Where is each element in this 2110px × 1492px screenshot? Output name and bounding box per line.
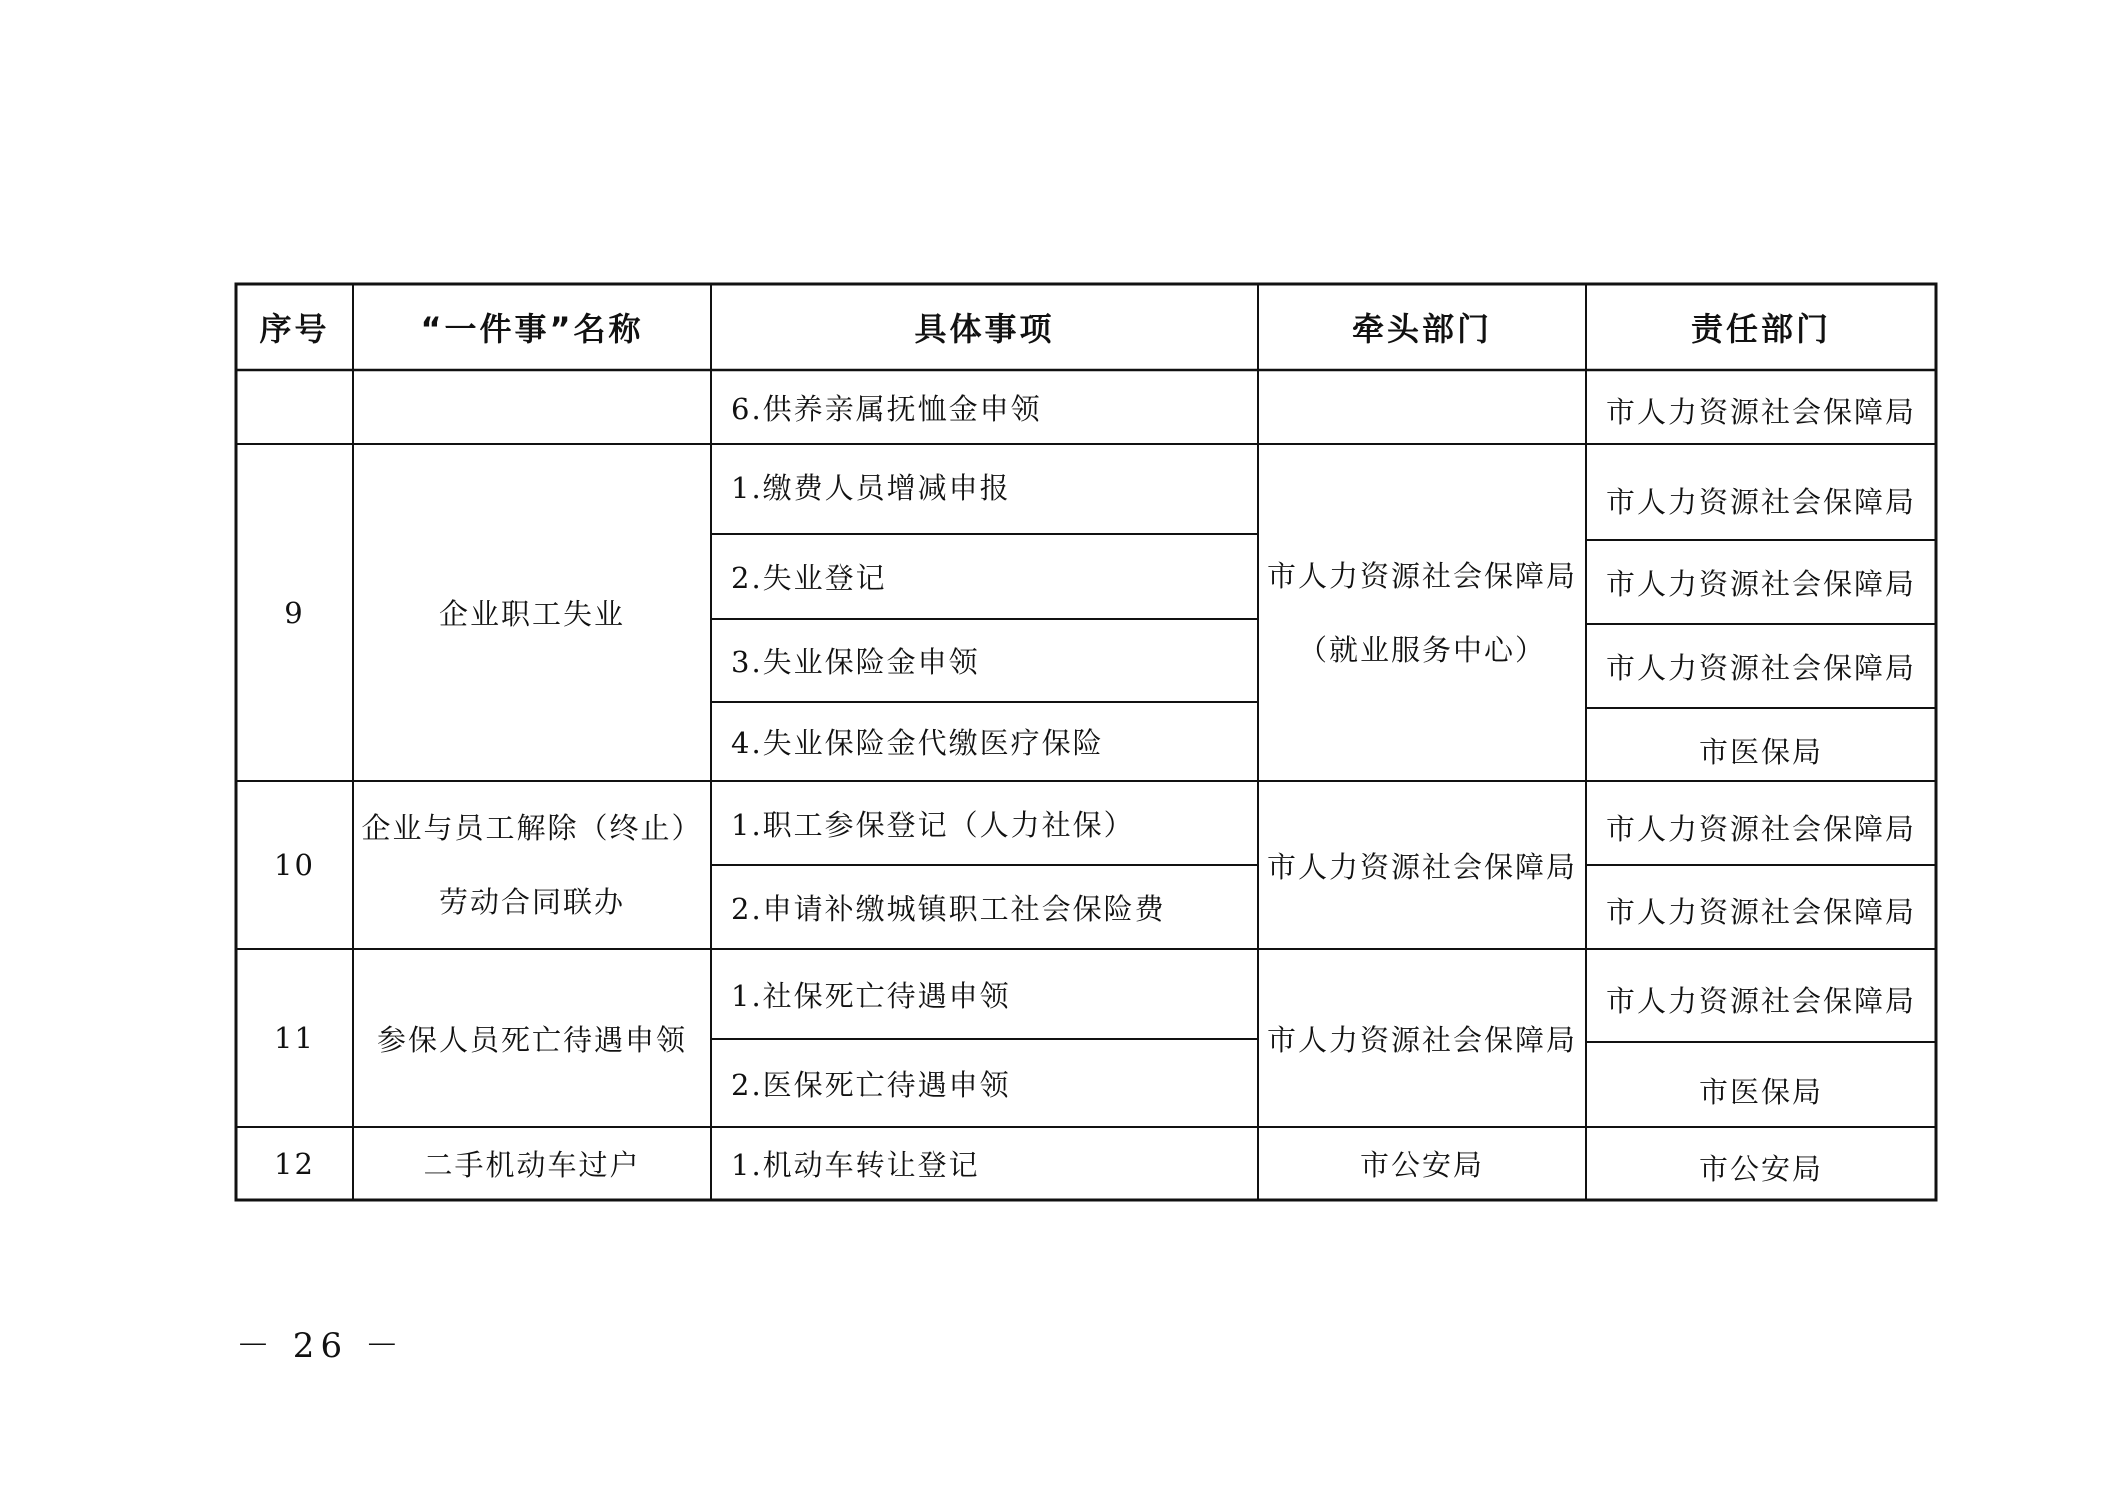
table-cell-seq: 11 (274, 1021, 315, 1055)
table-cell-seq: 9 (284, 595, 305, 630)
table-cell-resp: 市人力资源社会保障局 (1605, 811, 1916, 846)
name-line-2: 劳动合同联办 (438, 885, 625, 919)
table-cell-name: 参保人员死亡待遇申领 (376, 1022, 687, 1057)
table-cell-name (353, 781, 711, 949)
name-line-1: 企业与员工解除（终止） (361, 811, 703, 845)
table-cell-resp: 市人力资源社会保障局 (1605, 894, 1916, 929)
header-resp: 责任部门 (1690, 310, 1831, 348)
table-cell-item: 1.社保死亡待遇申领 (731, 978, 1011, 1013)
table-cell-lead (1258, 444, 1586, 781)
header-name: “一件事”名称 (420, 310, 644, 348)
table-cell-lead: 市公安局 (1359, 1148, 1484, 1182)
matters-table (236, 284, 1936, 1200)
table-cell-item: 6.供养亲属抚恤金申领 (731, 391, 1042, 426)
table-cell-item: 1.缴费人员增减申报 (731, 470, 1011, 505)
table-cell-item: 1.职工参保登记（人力社保） (731, 807, 1135, 842)
table-cell-item: 2.医保死亡待遇申领 (731, 1067, 1011, 1102)
table-cell-resp: 市医保局 (1698, 1074, 1823, 1109)
table-cell-name: 二手机动车过户 (423, 1148, 641, 1182)
table-cell-resp: 市人力资源社会保障局 (1605, 566, 1916, 601)
table-cell-name: 企业职工失业 (438, 597, 625, 631)
lead-line-1: 市人力资源社会保障局 (1266, 558, 1577, 593)
table-cell-seq: 10 (274, 848, 315, 882)
table-cell-item: 4.失业保险金代缴医疗保险 (731, 726, 1104, 760)
header-seq: 序号 (259, 310, 330, 348)
table-cell-resp: 市人力资源社会保障局 (1605, 984, 1916, 1018)
table-cell-resp: 市医保局 (1698, 735, 1823, 769)
lead-line-2: （就业服务中心） (1297, 632, 1546, 667)
header-item: 具体事项 (914, 310, 1055, 348)
table-cell-seq: 12 (274, 1146, 315, 1181)
table-cell-item: 2.申请补缴城镇职工社会保险费 (731, 891, 1166, 926)
table-cell-lead: 市人力资源社会保障局 (1266, 1022, 1577, 1057)
table-cell-resp: 市人力资源社会保障局 (1605, 650, 1916, 685)
table-cell-item: 3.失业保险金申领 (731, 645, 980, 679)
table-cell-resp: 市人力资源社会保障局 (1605, 394, 1916, 429)
header-lead: 牵头部门 (1351, 310, 1492, 348)
table-cell-item: 1.机动车转让登记 (731, 1148, 980, 1182)
page-number: － 26 － (236, 1326, 405, 1366)
table-cell-resp: 市人力资源社会保障局 (1605, 484, 1916, 519)
table-cell-lead: 市人力资源社会保障局 (1266, 849, 1577, 884)
table-cell-resp: 市公安局 (1698, 1151, 1823, 1186)
table-cell-item: 2.失业登记 (731, 561, 887, 595)
